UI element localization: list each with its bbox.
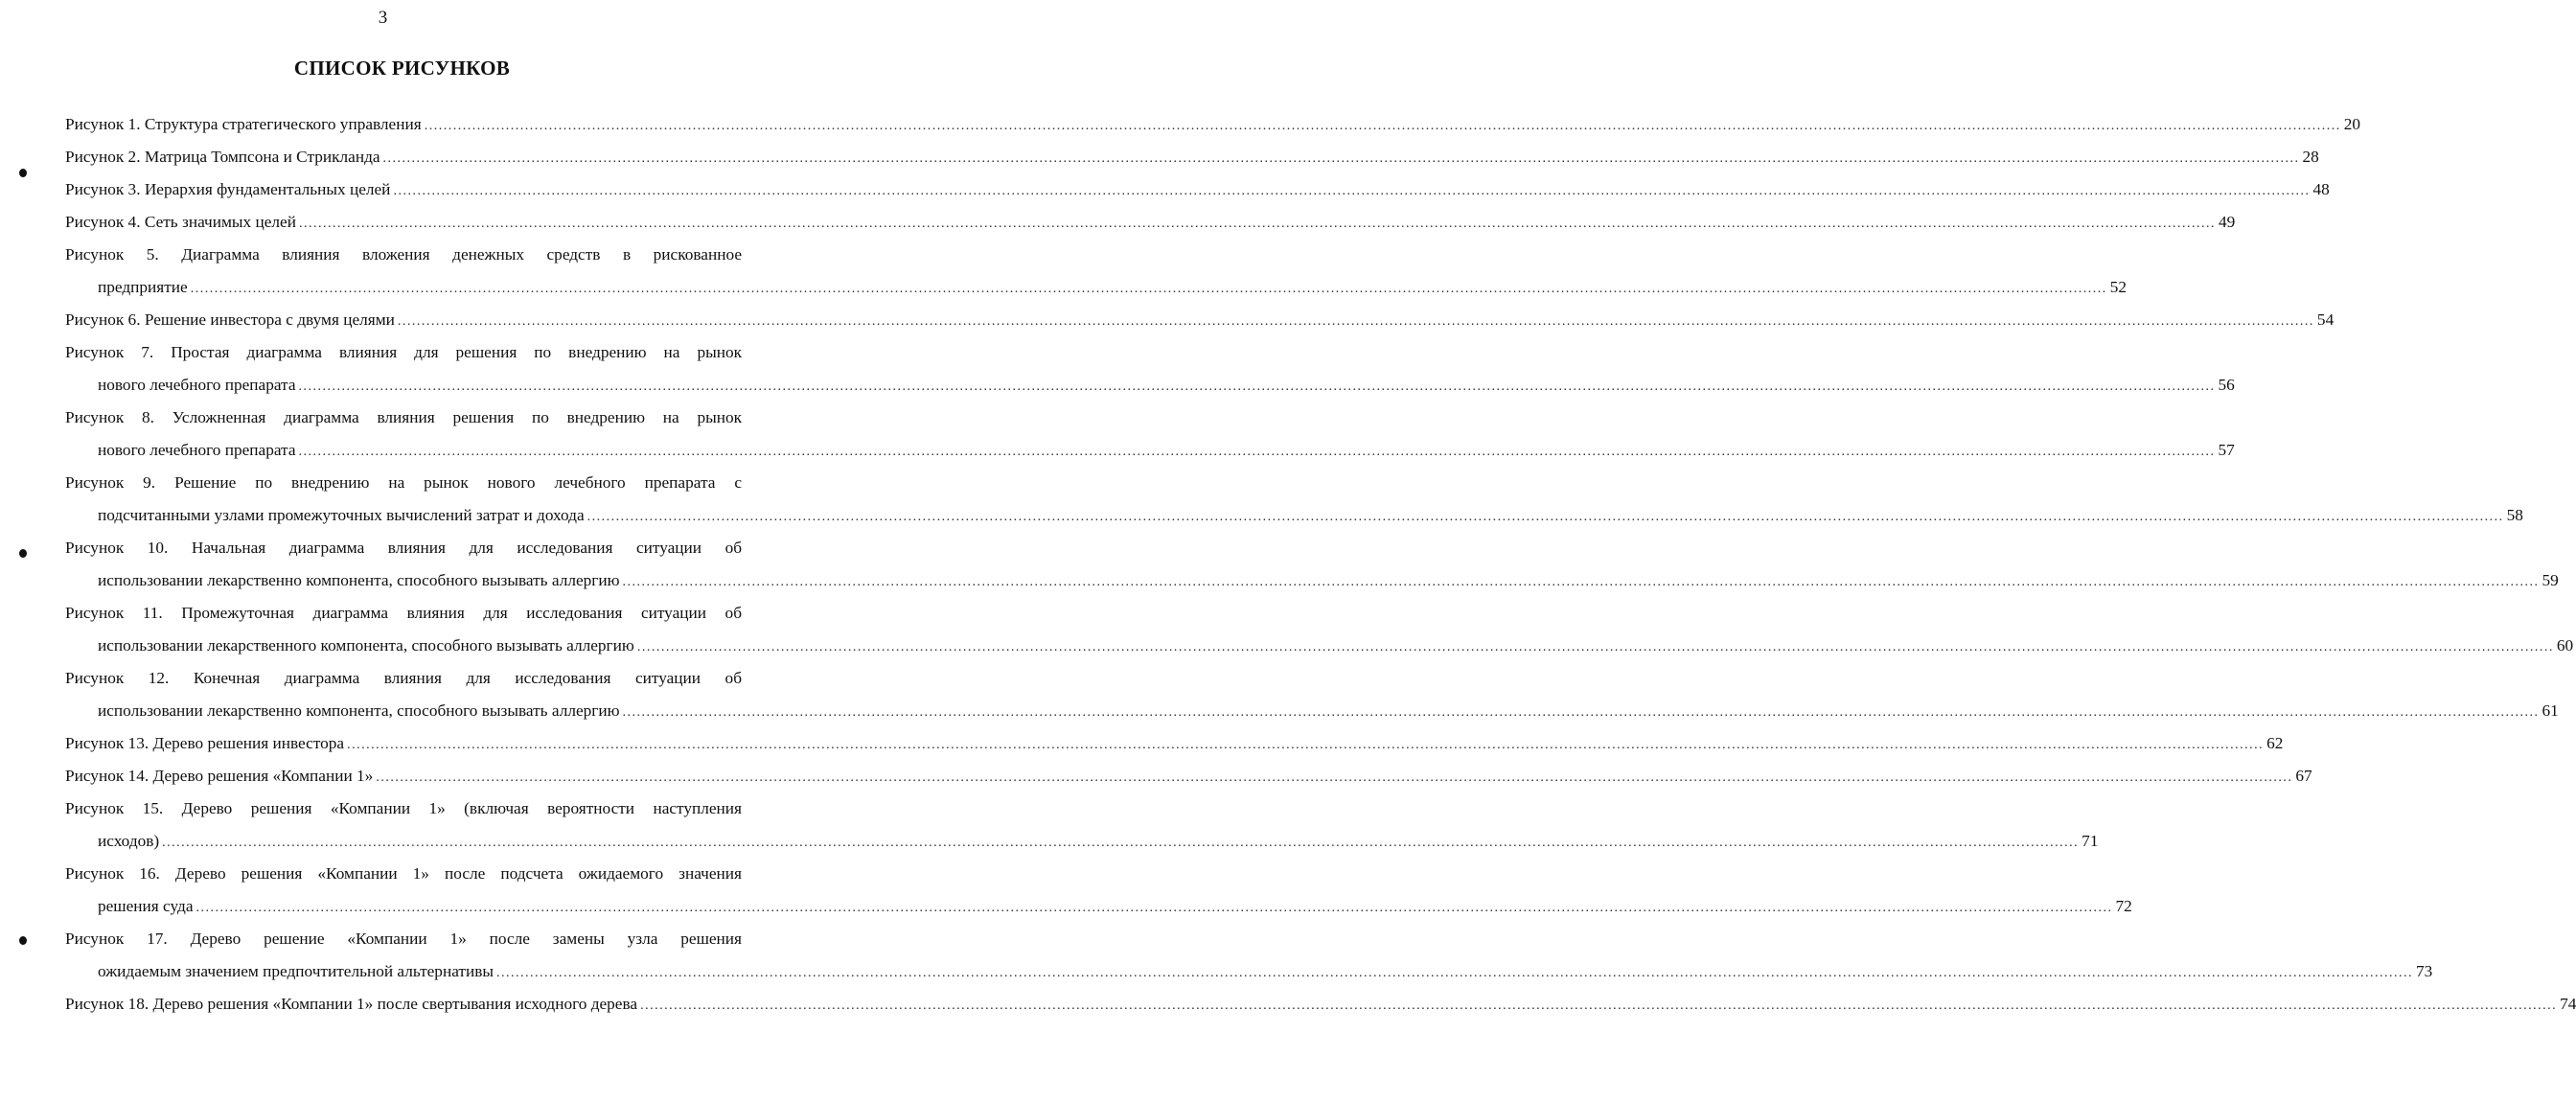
dot-leader: ................................................................................................................................................................................................................................................................................................................................................................................................................ — [496, 966, 2413, 980]
figure-page-number: 67 — [2295, 767, 2312, 785]
dot-leader: ................................................................................................................................................................................................................................................................................................................................................................................................................ — [622, 575, 2540, 589]
figure-entry — [65, 206, 2236, 239]
figure-entry-text: использовании лекарственно компонента, способного вызывать аллергию — [98, 701, 620, 720]
margin-mark — [19, 549, 27, 558]
figure-entry-text: Рисунок 17. Дерево решение «Компании 1» после замены узла решения — [65, 930, 742, 948]
figure-entry-text: Рисунок 1. Структура стратегического управления — [65, 115, 422, 133]
figure-entry — [65, 662, 2559, 727]
figure-entry-text: Рисунок 15. Дерево решения «Компании 1» (включая вероятности наступления — [65, 799, 742, 817]
figure-page-number: 20 — [2343, 115, 2360, 133]
figure-page-number: 59 — [2542, 571, 2559, 589]
figure-page-number: 73 — [2416, 962, 2433, 980]
figure-entry — [65, 173, 2330, 206]
dot-leader: ................................................................................................................................................................................................................................................................................................................................................................................................................ — [298, 445, 2216, 459]
figure-entry-text: Рисунок 13. Дерево решения инвестора — [65, 734, 345, 752]
dot-leader: ................................................................................................................................................................................................................................................................................................................................................................................................................ — [347, 738, 2265, 752]
dot-leader: ................................................................................................................................................................................................................................................................................................................................................................................................................ — [393, 184, 2311, 198]
figure-entry-text: Рисунок 18. Дерево решения «Компании 1» после свертывания исходного дерева — [65, 995, 638, 1013]
figure-entry-text: Рисунок 7. Простая диаграмма влияния для решения по внедрению на рынок — [65, 343, 742, 361]
figure-entry-text: использовании лекарственного компонента, способного вызывать аллергию — [98, 636, 634, 654]
page-title: СПИСОК РИСУНКОВ — [293, 57, 511, 80]
margin-mark — [19, 169, 27, 177]
figure-entry-text: нового лечебного препарата — [98, 376, 296, 394]
figure-entry-text: Рисунок 5. Диаграмма влияния вложения денежных средств в рискованное — [65, 245, 742, 264]
figure-page-number: 48 — [2312, 180, 2330, 198]
figure-entry-text: Рисунок 14. Дерево решения «Компании 1» — [65, 767, 374, 785]
dot-leader: ................................................................................................................................................................................................................................................................................................................................................................................................................ — [190, 282, 2107, 296]
figure-entry-text: подсчитанными узлами промежуточных вычислений затрат и дохода — [98, 506, 585, 524]
dot-leader: ................................................................................................................................................................................................................................................................................................................................................................................................................ — [382, 151, 2300, 166]
figure-page-number: 28 — [2302, 148, 2319, 166]
figure-entry-text: Рисунок 6. Решение инвестора с двумя целями — [65, 310, 395, 329]
figure-page-number: 60 — [2556, 636, 2574, 654]
dot-leader: ................................................................................................................................................................................................................................................................................................................................................................................................................ — [424, 119, 2341, 133]
figure-entry-text: Рисунок 11. Промежуточная диаграмма влияния для исследования ситуации об — [65, 604, 742, 622]
dot-leader: ................................................................................................................................................................................................................................................................................................................................................................................................................ — [397, 314, 2314, 329]
figure-entry-text: Рисунок 10. Начальная диаграмма влияния для исследования ситуации об — [65, 539, 742, 557]
figure-entry — [65, 467, 2523, 532]
figure-entry-text: предприятие — [98, 278, 188, 296]
figure-entry-text: Рисунок 8. Усложненная диаграмма влияния решения по внедрению на рынок — [65, 408, 742, 426]
dot-leader: ................................................................................................................................................................................................................................................................................................................................................................................................................ — [586, 510, 2504, 524]
figure-entry-text: Рисунок 9. Решение по внедрению на рынок нового лечебного препарата с — [65, 473, 742, 492]
figure-entry — [65, 858, 2132, 923]
figure-entry — [65, 760, 2312, 792]
figure-entry — [65, 988, 2576, 1021]
dot-leader: ................................................................................................................................................................................................................................................................................................................................................................................................................ — [636, 640, 2554, 654]
figure-page-number: 62 — [2266, 734, 2284, 752]
figure-entry — [65, 239, 2127, 304]
figure-entry-text: Рисунок 12. Конечная диаграмма влияния для исследования ситуации об — [65, 669, 742, 687]
figure-entry — [65, 532, 2559, 597]
figure-page-number: 49 — [2218, 213, 2236, 231]
figure-entry-text: решения суда — [98, 897, 194, 915]
figure-page-number: 56 — [2218, 376, 2235, 394]
figure-entry — [65, 304, 2334, 336]
dot-leader: ................................................................................................................................................................................................................................................................................................................................................................................................................ — [376, 770, 2293, 785]
figure-list — [65, 108, 2576, 1021]
figure-page-number: 72 — [2115, 897, 2132, 915]
figure-entry — [65, 597, 2574, 662]
figure-entry — [65, 336, 2235, 402]
dot-leader: ................................................................................................................................................................................................................................................................................................................................................................................................................ — [162, 836, 2080, 850]
figure-page-number: 52 — [2109, 278, 2127, 296]
figure-entry-text: использовании лекарственно компонента, способного вызывать аллергию — [98, 571, 620, 589]
figure-entry — [65, 792, 2099, 858]
dot-leader: ................................................................................................................................................................................................................................................................................................................................................................................................................ — [298, 379, 2216, 394]
figure-entry — [65, 727, 2284, 760]
figure-entry — [65, 108, 2360, 141]
figure-entry-text: исходов) — [98, 832, 160, 850]
figure-entry — [65, 923, 2433, 988]
figure-page-number: 61 — [2542, 701, 2559, 720]
dot-leader: ................................................................................................................................................................................................................................................................................................................................................................................................................ — [196, 901, 2113, 915]
page-number: 3 — [378, 8, 388, 28]
figure-entry-text: Рисунок 16. Дерево решения «Компании 1» после подсчета ожидаемого значения — [65, 864, 742, 883]
figure-page-number: 54 — [2316, 310, 2334, 329]
figure-entry-text: ожидаемым значением предпочтительной альтернативы — [98, 962, 494, 980]
dot-leader: ................................................................................................................................................................................................................................................................................................................................................................................................................ — [622, 705, 2540, 720]
figure-entry-text: Рисунок 4. Сеть значимых целей — [65, 213, 296, 231]
figure-entry-text: нового лечебного препарата — [98, 441, 296, 459]
figure-entry — [65, 141, 2319, 173]
figure-page-number: 74 — [2560, 995, 2576, 1013]
figure-entry-text: Рисунок 2. Матрица Томпсона и Стрикланда — [65, 148, 380, 166]
figure-page-number: 57 — [2218, 441, 2235, 459]
dot-leader: ................................................................................................................................................................................................................................................................................................................................................................................................................ — [640, 999, 2558, 1013]
figure-page-number: 71 — [2082, 832, 2099, 850]
figure-page-number: 58 — [2506, 506, 2523, 524]
margin-mark — [19, 936, 27, 945]
figure-entry-text: Рисунок 3. Иерархия фундаментальных целей — [65, 180, 391, 198]
figure-entry — [65, 402, 2235, 467]
dot-leader: ................................................................................................................................................................................................................................................................................................................................................................................................................ — [298, 217, 2216, 231]
